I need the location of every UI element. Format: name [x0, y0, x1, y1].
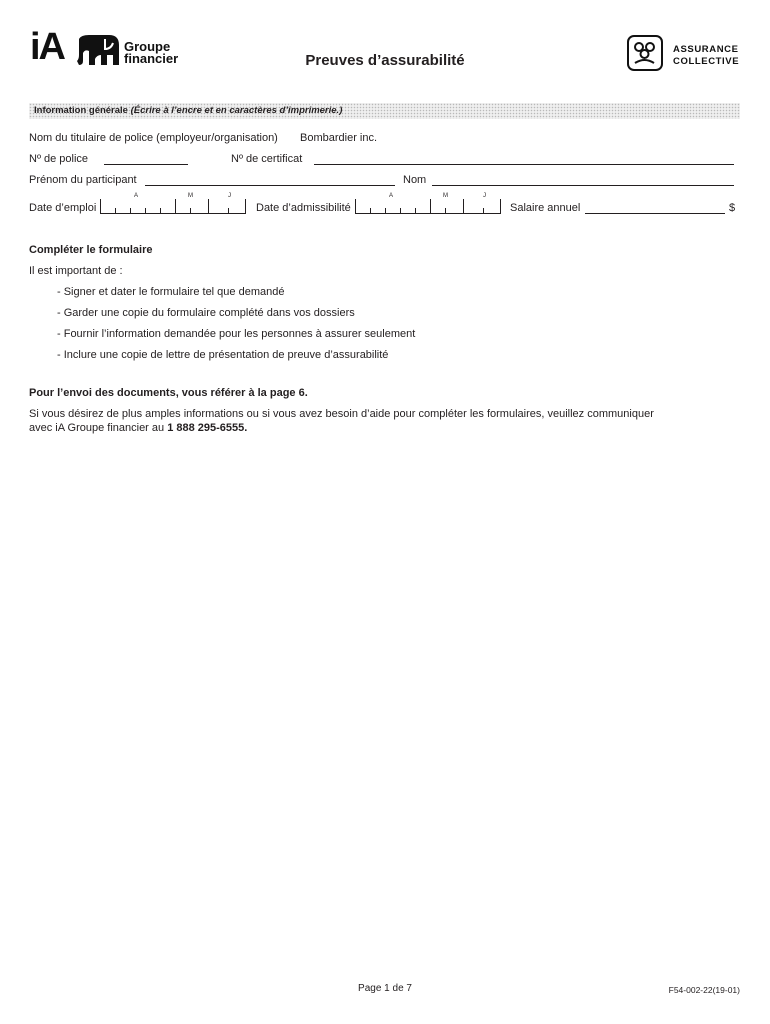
- help-text-line-1: Si vous désirez de plus amples informations ou si vous avez besoin d’aide pour compléter les formulaires, veuillez communiquer: [29, 408, 654, 420]
- group-insurance-icon: [627, 35, 663, 71]
- date-divider: [463, 199, 464, 213]
- badge-line-2: COLLECTIVE: [673, 56, 740, 67]
- collective-badge-text: [673, 44, 739, 68]
- last-name-label: Nom: [403, 174, 427, 186]
- logo-line-1: Groupe: [124, 39, 171, 54]
- page-number: Page 1 de 7: [358, 983, 412, 994]
- date-part-month: M: [443, 193, 448, 199]
- salary-field[interactable]: [585, 213, 725, 214]
- instruction-item: - Signer et dater le formulaire tel que demandé: [57, 286, 285, 298]
- certificate-number-field[interactable]: [314, 164, 734, 165]
- eligibility-date-field[interactable]: [355, 193, 501, 214]
- date-tick: [445, 208, 446, 213]
- badge-line-1: ASSURANCE: [673, 44, 739, 55]
- policy-holder-value[interactable]: Bombardier inc.: [300, 132, 378, 144]
- salary-label: Salaire annuel: [510, 202, 581, 214]
- date-tick: [145, 208, 146, 213]
- logo-ia: iA: [30, 26, 64, 68]
- date-tick: [130, 208, 131, 213]
- currency-symbol: $: [729, 202, 736, 214]
- help-text-prefix: avec iA Groupe financier au: [29, 422, 168, 434]
- eligibility-date-label: Date d’admissibilité: [256, 202, 351, 214]
- date-divider: [175, 199, 176, 213]
- date-divider: [355, 199, 356, 213]
- date-tick: [415, 208, 416, 213]
- date-divider: [100, 199, 101, 213]
- date-tick: [228, 208, 229, 213]
- send-documents-heading: Pour l’envoi des documents, vous référer à la page 6.: [29, 387, 308, 399]
- date-tick: [160, 208, 161, 213]
- date-tick: [115, 208, 116, 213]
- employment-date-field[interactable]: [100, 193, 246, 214]
- first-name-field[interactable]: [145, 185, 395, 186]
- logo-line-2: financier: [124, 51, 179, 66]
- section-note: (Écrire à l’encre et en caractères d’imprimerie.): [130, 105, 343, 116]
- date-part-day: J: [483, 193, 486, 199]
- date-divider: [208, 199, 209, 213]
- date-tick: [400, 208, 401, 213]
- date-part-year: A: [389, 193, 394, 199]
- section-title: [34, 105, 342, 116]
- policy-holder-label: Nom du titulaire de police (employeur/organisation): [29, 132, 278, 144]
- date-tick: [483, 208, 484, 213]
- policy-number-field[interactable]: [104, 164, 188, 165]
- instruction-item: - Garder une copie du formulaire complété dans vos dossiers: [57, 307, 355, 319]
- section-title-text: Information générale: [34, 105, 128, 116]
- instructions-intro: Il est important de :: [29, 265, 123, 277]
- first-name-label: Prénom du participant: [29, 174, 137, 186]
- date-tick: [190, 208, 191, 213]
- instruction-item: - Inclure une copie de lettre de présentation de preuve d’assurabilité: [57, 349, 389, 361]
- employment-date-label: Date d’emploi: [29, 202, 97, 214]
- certificate-number-label: Nº de certificat: [231, 153, 303, 165]
- date-divider: [430, 199, 431, 213]
- date-part-day: J: [228, 193, 231, 199]
- date-divider: [245, 199, 246, 213]
- last-name-field[interactable]: [432, 185, 734, 186]
- help-phone: 1 888 295-6555.: [167, 422, 248, 434]
- policy-number-label: Nº de police: [29, 153, 89, 165]
- date-part-year: A: [134, 193, 139, 199]
- date-tick: [385, 208, 386, 213]
- date-divider: [500, 199, 501, 213]
- form-code: F54-002-22(19-01): [668, 985, 740, 995]
- help-text-line-2: [29, 422, 247, 434]
- date-tick: [370, 208, 371, 213]
- page-title: Preuves d’assurabilité: [305, 52, 465, 69]
- date-part-month: M: [188, 193, 193, 199]
- instruction-item: - Fournir l’information demandée pour les personnes à assurer seulement: [57, 328, 416, 340]
- instructions-heading: Compléter le formulaire: [29, 244, 153, 256]
